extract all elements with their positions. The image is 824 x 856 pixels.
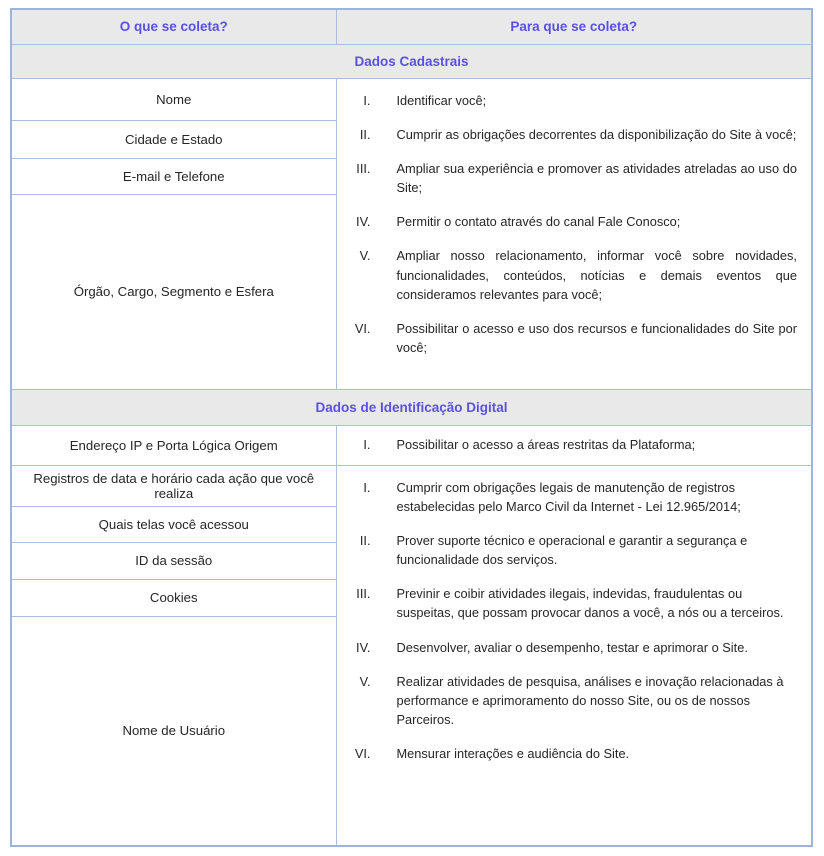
purpose-text: Desenvolver, avaliar o desempenho, testar e aprimorar o Site. bbox=[396, 639, 748, 655]
purpose-numeral: I. bbox=[363, 437, 371, 453]
collected-cell-nome-usuario: Nome de Usuário bbox=[11, 616, 336, 846]
purpose-numeral: II. bbox=[359, 532, 371, 548]
purposes-cell-identificacao bbox=[336, 465, 812, 846]
purpose-text: Cumprir as obrigações decorrentes da disponibilização do Site à você; bbox=[396, 126, 797, 142]
data-collection-table bbox=[10, 8, 813, 847]
purpose-item bbox=[345, 91, 802, 110]
collected-cell-registros: Registros de data e horário cada ação que você realiza bbox=[11, 465, 336, 506]
purpose-text: Permitir o contato através do canal Fale Conosco; bbox=[396, 214, 681, 230]
table-row bbox=[11, 425, 812, 465]
collected-cell-nome: Nome bbox=[11, 78, 336, 120]
purpose-numeral: VI. bbox=[354, 746, 371, 762]
purpose-text: Identificar você; bbox=[396, 92, 487, 108]
purpose-item bbox=[345, 531, 802, 569]
purpose-item bbox=[345, 159, 802, 197]
purpose-numeral: III. bbox=[356, 160, 371, 176]
purpose-numeral: VI. bbox=[354, 321, 371, 336]
purpose-text: Possibilitar o acesso e uso dos recursos e funcionalidades do Site por você; bbox=[396, 321, 797, 356]
section-header-row bbox=[11, 44, 812, 78]
collected-cell-email-telefone: E-mail e Telefone bbox=[11, 158, 336, 194]
purpose-text: Realizar atividades de pesquisa, análises e inovação relacionadas à performance e aprimoramento do nosso Site, ou os de nossos Parceiros. bbox=[396, 673, 784, 728]
purpose-numeral: V. bbox=[359, 673, 371, 689]
purpose-numeral: IV. bbox=[356, 639, 371, 655]
collected-cell-id-sessao: ID da sessão bbox=[11, 542, 336, 579]
section-header-identificacao-digital: Dados de Identificação Digital bbox=[11, 389, 812, 425]
collected-cell-endereco-ip: Endereço IP e Porta Lógica Origem bbox=[11, 425, 336, 465]
purpose-numeral: IV. bbox=[356, 214, 371, 230]
table-row bbox=[11, 78, 812, 120]
collected-cell-quais-telas: Quais telas você acessou bbox=[11, 506, 336, 542]
column-header-row bbox=[11, 9, 812, 44]
collected-cell-orgao-cargo: Órgão, Cargo, Segmento e Esfera bbox=[11, 194, 336, 389]
col-header-what-collected: O que se coleta? bbox=[11, 9, 336, 44]
purpose-text: Previnir e coibir atividades ilegais, indevidas, fraudulentas ou suspeitas, que possam provocar danos a você, a nós ou a terceiros. bbox=[396, 586, 784, 621]
purpose-text: Ampliar sua experiência e promover as atividades atreladas ao uso do Site; bbox=[396, 160, 797, 196]
purpose-item bbox=[345, 319, 802, 357]
table-row bbox=[11, 465, 812, 506]
purpose-text: Mensurar interações e audiência do Site. bbox=[396, 746, 630, 762]
purpose-item bbox=[345, 246, 802, 304]
purpose-numeral: II. bbox=[359, 126, 371, 142]
collected-cell-cidade-estado: Cidade e Estado bbox=[11, 120, 336, 158]
purpose-text: Prover suporte técnico e operacional e garantir a segurança e funcionalidade dos serviços. bbox=[396, 532, 748, 568]
purpose-item bbox=[345, 672, 802, 730]
purpose-item bbox=[345, 125, 802, 144]
col-header-purpose: Para que se coleta? bbox=[336, 9, 812, 44]
purpose-item bbox=[345, 435, 802, 454]
purpose-numeral: I. bbox=[363, 479, 371, 495]
section-header-row bbox=[11, 389, 812, 425]
purpose-item bbox=[345, 638, 802, 657]
purpose-item bbox=[345, 212, 802, 231]
purpose-item bbox=[345, 744, 802, 763]
collected-cell-cookies: Cookies bbox=[11, 579, 336, 616]
purpose-text: Possibilitar o acesso a áreas restritas da Plataforma; bbox=[396, 437, 696, 453]
purpose-numeral: III. bbox=[356, 586, 371, 602]
purpose-numeral: I. bbox=[363, 92, 371, 108]
purpose-numeral: V. bbox=[359, 248, 371, 264]
section-header-dados-cadastrais: Dados Cadastrais bbox=[11, 44, 812, 78]
purpose-item bbox=[345, 478, 802, 516]
purpose-cell-endereco-ip bbox=[336, 425, 812, 465]
purpose-text: Ampliar nosso relacionamento, informar você sobre novidades, funcionalidades, conteúdos, notícias e demais eventos que consideramos relevantes para você; bbox=[396, 248, 797, 302]
purposes-cell-cadastrais bbox=[336, 78, 812, 389]
purpose-item bbox=[345, 584, 802, 622]
purpose-text: Cumprir com obrigações legais de manutenção de registros estabelecidas pelo Marco Civil da Internet - Lei 12.965/2014; bbox=[396, 479, 741, 514]
